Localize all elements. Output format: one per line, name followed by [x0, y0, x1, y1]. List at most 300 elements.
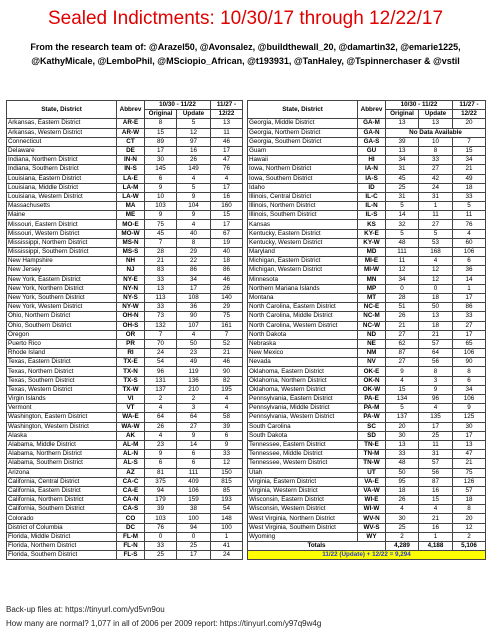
sum-line: 11/22 (Update) + 12/22 = 9,294 [248, 551, 486, 560]
original-cell: 24 [145, 349, 177, 358]
table-row [248, 459, 486, 468]
update-cell: 94 [177, 523, 211, 532]
state-district-cell: North Carolina, Eastern District [248, 303, 358, 312]
abbrev-cell: IL-N [358, 202, 386, 211]
state-district-cell: Illinois, Northern District [248, 202, 358, 211]
state-district-cell: California, Eastern District [7, 486, 117, 495]
end-cell: 17 [211, 146, 243, 155]
abbrev-cell: OR [117, 330, 145, 339]
end-cell: 47 [453, 450, 486, 459]
abbrev-cell: AR-E [117, 119, 145, 128]
header-update: Update [177, 110, 211, 119]
update-cell: 9 [419, 385, 453, 394]
abbrev-cell: NC-E [358, 303, 386, 312]
original-cell: 15 [386, 385, 419, 394]
table-row [7, 248, 243, 257]
original-cell: 113 [145, 293, 177, 302]
update-cell: 97 [177, 137, 211, 146]
state-district-cell: Arkansas, Western District [7, 128, 117, 137]
state-district-cell: Ohio, Southern District [7, 321, 117, 330]
update-cell: 106 [177, 486, 211, 495]
update-cell: 36 [177, 303, 211, 312]
header-end: 12/22 [453, 110, 486, 119]
state-district-cell: Texas, Eastern District [7, 358, 117, 367]
state-district-cell: Idaho [248, 183, 358, 192]
update-cell: 27 [419, 165, 453, 174]
abbrev-cell: NC-M [358, 312, 386, 321]
abbrev-cell: NJ [117, 266, 145, 275]
table-row [248, 450, 486, 459]
end-cell: 18 [453, 496, 486, 505]
abbrev-cell: NH [117, 257, 145, 266]
original-cell: 13 [386, 146, 419, 155]
state-district-cell: Utah [248, 468, 358, 477]
abbrev-cell: PA-E [358, 395, 386, 404]
end-cell: 12 [211, 459, 243, 468]
table-row [7, 257, 243, 266]
abbrev-cell: NE [358, 339, 386, 348]
state-district-cell: Oregon [7, 330, 117, 339]
original-cell: 12 [386, 266, 419, 275]
table-row [7, 367, 243, 376]
state-district-cell: Alabama, Middle District [7, 440, 117, 449]
state-district-cell: Wisconsin, Western District [248, 505, 358, 514]
table-row [248, 321, 486, 330]
abbrev-cell: CO [117, 514, 145, 523]
state-district-cell: Wyoming [248, 532, 358, 541]
state-district-cell: Nebraska [248, 339, 358, 348]
state-district-cell: Vermont [7, 404, 117, 413]
abbrev-cell: GA-N [358, 128, 386, 137]
table-row [248, 486, 486, 495]
table-row [7, 321, 243, 330]
original-cell: 70 [145, 339, 177, 348]
end-cell: 65 [453, 339, 486, 348]
table-row [248, 165, 486, 174]
original-cell: 83 [145, 266, 177, 275]
original-cell: 18 [386, 486, 419, 495]
update-cell: 53 [419, 238, 453, 247]
original-cell: 25 [386, 523, 419, 532]
state-district-cell: Missouri, Eastern District [7, 220, 117, 229]
state-district-cell: Arizona [7, 468, 117, 477]
state-district-cell: Mississippi, Northern District [7, 238, 117, 247]
abbrev-cell: HI [358, 156, 386, 165]
original-cell: 4 [145, 431, 177, 440]
end-cell: 17 [211, 183, 243, 192]
end-cell: 125 [453, 413, 486, 422]
abbrev-cell: SC [358, 422, 386, 431]
abbrev-cell: ND [358, 330, 386, 339]
abbrev-cell: MI-E [358, 257, 386, 266]
abbrev-cell: AK [117, 431, 145, 440]
state-district-cell: Washington, Eastern District [7, 413, 117, 422]
table-row [248, 257, 486, 266]
abbrev-cell: VT [117, 404, 145, 413]
end-cell: 140 [211, 293, 243, 302]
table-row [248, 202, 486, 211]
table-row [248, 192, 486, 201]
state-district-cell: Texas, Western District [7, 385, 117, 394]
original-cell: 2 [386, 532, 419, 541]
table-row [248, 183, 486, 192]
update-cell: 11 [419, 211, 453, 220]
end-cell: 1 [453, 284, 486, 293]
original-cell: 5 [386, 202, 419, 211]
abbrev-cell: MO-W [117, 229, 145, 238]
original-cell: 7 [145, 330, 177, 339]
normal-count-note: How many are normal? 1,077 in all of 2006 per 2009 report: https://tinyurl.com/y97q9w4g [6, 619, 322, 628]
original-cell: 39 [145, 505, 177, 514]
update-cell: 8 [419, 146, 453, 155]
end-cell: 75 [453, 468, 486, 477]
table-row [7, 450, 243, 459]
end-cell: 90 [211, 367, 243, 376]
header-original: Original [145, 110, 177, 119]
update-cell: 168 [419, 248, 453, 257]
original-cell: 11 [386, 257, 419, 266]
state-district-cell: California, Southern District [7, 505, 117, 514]
original-cell: 27 [386, 330, 419, 339]
update-cell: 27 [419, 220, 453, 229]
original-cell: 137 [145, 385, 177, 394]
state-district-cell: Texas, Southern District [7, 376, 117, 385]
table-row [7, 266, 243, 275]
original-cell: 34 [386, 156, 419, 165]
update-cell: 17 [177, 284, 211, 293]
table-row [7, 192, 243, 201]
original-cell: 50 [386, 468, 419, 477]
table-row [248, 532, 486, 541]
state-district-cell: Rhode Island [7, 349, 117, 358]
original-cell: 375 [145, 477, 177, 486]
update-cell: 18 [419, 321, 453, 330]
abbrev-cell: WI-W [358, 505, 386, 514]
state-district-cell: Iowa, Northern District [248, 165, 358, 174]
abbrev-cell: MA [117, 202, 145, 211]
end-cell: 8 [453, 505, 486, 514]
end-cell: 150 [211, 468, 243, 477]
update-cell: 17 [177, 551, 211, 560]
table-row [248, 496, 486, 505]
update-cell: 4 [419, 257, 453, 266]
update-cell: 56 [419, 358, 453, 367]
update-cell: 5 [419, 229, 453, 238]
update-cell: 87 [419, 477, 453, 486]
abbrev-cell: NY-S [117, 293, 145, 302]
end-cell: 85 [211, 486, 243, 495]
end-cell: 12 [453, 523, 486, 532]
end-cell: 34 [453, 385, 486, 394]
abbrev-cell: GA-S [358, 137, 386, 146]
abbrev-cell: LA-M [117, 183, 145, 192]
original-cell: 45 [386, 174, 419, 183]
table-row [248, 229, 486, 238]
original-cell: 17 [145, 146, 177, 155]
abbrev-cell: KY-E [358, 229, 386, 238]
abbrev-cell: TN-M [358, 450, 386, 459]
original-cell: 0 [145, 532, 177, 541]
update-cell: 135 [419, 413, 453, 422]
table-row [7, 477, 243, 486]
abbrev-cell: GA-M [358, 119, 386, 128]
end-cell: 9 [211, 440, 243, 449]
end-cell: 5 [453, 202, 486, 211]
update-cell: 96 [419, 395, 453, 404]
totals-label: Totals [248, 542, 386, 551]
original-cell: 26 [386, 496, 419, 505]
original-cell: 28 [386, 293, 419, 302]
abbrev-cell: UT [358, 468, 386, 477]
abbrev-cell: MS-S [117, 248, 145, 257]
abbrev-cell: OK-E [358, 367, 386, 376]
end-cell: 11 [453, 211, 486, 220]
header-range2: 11/27 - [453, 101, 486, 110]
end-cell: 15 [211, 211, 243, 220]
update-cell: 111 [177, 468, 211, 477]
header-end: 12/22 [211, 110, 243, 119]
table-row [7, 496, 243, 505]
update-cell: 57 [419, 339, 453, 348]
table-row [7, 183, 243, 192]
end-cell: 160 [211, 202, 243, 211]
end-cell: 17 [453, 330, 486, 339]
end-cell: 7 [453, 137, 486, 146]
state-district-cell: Montana [248, 293, 358, 302]
abbrev-cell: IA-S [358, 174, 386, 183]
original-cell: 4 [386, 505, 419, 514]
end-cell: 6 [211, 431, 243, 440]
end-cell: 52 [211, 339, 243, 348]
abbrev-cell: PA-W [358, 413, 386, 422]
end-cell: 21 [453, 459, 486, 468]
abbrev-cell: IN-S [117, 165, 145, 174]
original-cell: 33 [386, 450, 419, 459]
update-cell: 49 [177, 358, 211, 367]
end-cell: 24 [211, 551, 243, 560]
abbrev-cell: NM [358, 349, 386, 358]
abbrev-cell: VA-E [358, 477, 386, 486]
table-row [7, 275, 243, 284]
original-cell: 103 [145, 202, 177, 211]
original-cell: 26 [145, 422, 177, 431]
state-district-cell: Florida, Northern District [7, 542, 117, 551]
table-row [7, 551, 243, 560]
update-cell: 9 [177, 211, 211, 220]
update-cell: 16 [177, 146, 211, 155]
original-cell: 13 [145, 284, 177, 293]
update-cell: 16 [419, 486, 453, 495]
state-district-cell: Colorado [7, 514, 117, 523]
research-team-credits: From the research team of: @Arazel50, @Avonsalez, @buildthewall_20, @damartin32, @emarie1225, @KathyMicale, @LemboPhil, @MSciopio_African, @t193931, @TanHaley, @Tspinnerchaser & @vstil [30, 42, 461, 66]
original-cell: 2 [145, 395, 177, 404]
state-district-cell: Kentucky, Western District [248, 238, 358, 247]
original-cell: 0 [386, 284, 419, 293]
table-row [7, 486, 243, 495]
state-district-cell: New Hampshire [7, 257, 117, 266]
original-cell: 9 [145, 211, 177, 220]
original-cell: 13 [386, 119, 419, 128]
update-cell: 56 [419, 468, 453, 477]
abbrev-cell: FL-S [117, 551, 145, 560]
update-cell: 409 [177, 477, 211, 486]
table-row [248, 128, 486, 137]
original-cell: 33 [145, 542, 177, 551]
header-state: State, District [7, 101, 117, 119]
original-cell: 30 [145, 156, 177, 165]
end-cell: 17 [211, 220, 243, 229]
update-cell: 4 [419, 505, 453, 514]
state-district-cell: Hawaii [248, 156, 358, 165]
end-cell: 6 [453, 257, 486, 266]
table-row [7, 422, 243, 431]
backup-files-note: Back-up files at: https://tinyurl.com/yd5vn9ou [6, 605, 165, 614]
update-cell: 1 [419, 532, 453, 541]
end-cell: 49 [453, 174, 486, 183]
end-cell: 76 [453, 220, 486, 229]
table-row [248, 358, 486, 367]
abbrev-cell: TN-W [358, 459, 386, 468]
update-cell: 14 [177, 440, 211, 449]
table-row [248, 119, 486, 128]
update-cell: 25 [177, 542, 211, 551]
end-cell: 815 [211, 477, 243, 486]
table-row [248, 376, 486, 385]
table-row [7, 523, 243, 532]
update-cell: 24 [419, 183, 453, 192]
table-row [248, 137, 486, 146]
end-cell: 1 [211, 532, 243, 541]
end-cell: 34 [453, 156, 486, 165]
update-cell: 12 [177, 128, 211, 137]
end-cell: 18 [211, 257, 243, 266]
end-cell: 90 [453, 358, 486, 367]
update-cell: 64 [177, 413, 211, 422]
table-row [248, 312, 486, 321]
table-row [248, 523, 486, 532]
table-row [248, 220, 486, 229]
table-row [248, 395, 486, 404]
table-row [7, 459, 243, 468]
abbrev-cell: CA-N [117, 496, 145, 505]
abbrev-cell: NV [358, 358, 386, 367]
state-district-cell: West Virginia, Northern District [248, 514, 358, 523]
update-cell: 1 [419, 202, 453, 211]
table-row [7, 349, 243, 358]
end-cell: 161 [211, 321, 243, 330]
table-row [7, 293, 243, 302]
update-cell: 4 [419, 404, 453, 413]
update-cell: 8 [419, 367, 453, 376]
update-cell: 12 [419, 275, 453, 284]
state-district-cell: Louisiana, Middle District [7, 183, 117, 192]
table-row [248, 404, 486, 413]
table-row [248, 248, 486, 257]
original-cell: 23 [145, 440, 177, 449]
totals-row [248, 542, 486, 551]
update-cell: 3 [177, 404, 211, 413]
abbrev-cell: WA-W [117, 422, 145, 431]
state-district-cell: Pennsylvania, Middle District [248, 404, 358, 413]
state-district-cell: Wisconsin, Eastern District [248, 496, 358, 505]
end-cell: 21 [453, 165, 486, 174]
state-district-cell: Iowa, Southern District [248, 174, 358, 183]
end-cell: 39 [211, 422, 243, 431]
table-row [248, 174, 486, 183]
original-cell: 48 [386, 459, 419, 468]
state-district-cell: Florida, Middle District [7, 532, 117, 541]
abbrev-cell: WV-S [358, 523, 386, 532]
end-cell: 19 [211, 238, 243, 247]
end-cell: 67 [211, 229, 243, 238]
abbrev-cell: TX-S [117, 376, 145, 385]
original-cell: 4 [145, 404, 177, 413]
table-row [7, 505, 243, 514]
header-range1: 10/30 - 11/22 [145, 101, 211, 110]
state-district-cell: Arkansas, Eastern District [7, 119, 117, 128]
update-cell: 11 [419, 440, 453, 449]
end-cell: 100 [211, 523, 243, 532]
table-row [248, 468, 486, 477]
table-row [248, 330, 486, 339]
original-cell: 10 [145, 192, 177, 201]
table-row [7, 339, 243, 348]
original-cell: 111 [386, 248, 419, 257]
update-cell: 50 [419, 303, 453, 312]
update-cell: 40 [177, 229, 211, 238]
end-cell: 16 [211, 192, 243, 201]
original-cell: 31 [386, 192, 419, 201]
update-cell: 210 [177, 385, 211, 394]
abbrev-cell: MN [358, 275, 386, 284]
state-district-cell: Tennessee, Western District [248, 459, 358, 468]
original-cell: 31 [386, 165, 419, 174]
update-cell: 6 [177, 450, 211, 459]
end-cell: 60 [453, 238, 486, 247]
update-cell: 86 [177, 266, 211, 275]
end-cell: 193 [211, 496, 243, 505]
table-row [248, 293, 486, 302]
end-cell: 33 [453, 312, 486, 321]
original-cell: 9 [145, 183, 177, 192]
abbrev-cell: ME [117, 211, 145, 220]
abbrev-cell: FL-N [117, 542, 145, 551]
update-cell: 149 [177, 165, 211, 174]
table-row [7, 303, 243, 312]
update-cell: 21 [419, 330, 453, 339]
totals-original: 4,289 [386, 542, 419, 551]
update-cell: 15 [419, 496, 453, 505]
abbrev-cell: TX-E [117, 358, 145, 367]
abbrev-cell: DC [117, 523, 145, 532]
abbrev-cell: WA-E [117, 413, 145, 422]
original-cell: 21 [145, 257, 177, 266]
update-cell: 29 [177, 248, 211, 257]
end-cell: 15 [453, 146, 486, 155]
abbrev-cell: RI [117, 349, 145, 358]
table-row [7, 156, 243, 165]
abbrev-cell: LA-W [117, 192, 145, 201]
end-cell: 75 [211, 312, 243, 321]
table-row [248, 422, 486, 431]
state-district-cell: Oklahoma, Eastern District [248, 367, 358, 376]
abbrev-cell: AR-W [117, 128, 145, 137]
original-cell: 6 [145, 174, 177, 183]
abbrev-cell: KS [358, 220, 386, 229]
original-cell: 94 [145, 486, 177, 495]
abbrev-cell: OK-W [358, 385, 386, 394]
state-district-cell: Kansas [248, 220, 358, 229]
